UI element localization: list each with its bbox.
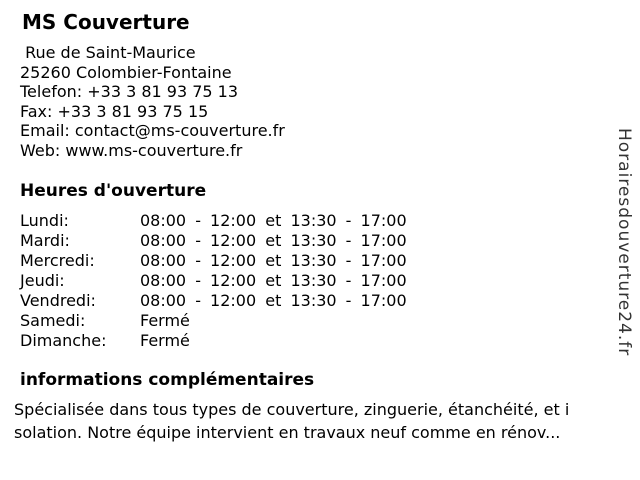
description-line: solation. Notre équipe intervient en travaux neuf comme en rénov... xyxy=(14,423,561,442)
day-label: Dimanche: xyxy=(20,331,107,350)
hours-value: Fermé xyxy=(140,331,190,350)
table-row xyxy=(20,251,407,271)
table-row xyxy=(20,231,407,251)
day-label: Mardi: xyxy=(20,231,70,250)
hours-value: 08:00 - 12:00 et 13:30 - 17:00 xyxy=(140,291,407,310)
opening-hours-heading: Heures d'ouverture xyxy=(20,181,207,201)
hours-value: 08:00 - 12:00 et 13:30 - 17:00 xyxy=(140,251,407,270)
table-row xyxy=(20,291,407,311)
website-link[interactable]: Web: www.ms-couverture.fr xyxy=(20,140,243,160)
address-street: Rue de Saint-Maurice xyxy=(20,43,196,62)
contact-info xyxy=(20,43,285,161)
site-watermark: Horairesdouverture24.fr xyxy=(614,128,634,357)
opening-hours-table xyxy=(20,211,407,351)
page-title: MS Couverture xyxy=(22,10,190,34)
table-row xyxy=(20,271,407,291)
table-row xyxy=(20,211,407,231)
phone-line: Telefon: +33 3 81 93 75 13 xyxy=(20,82,239,102)
hours-value: 08:00 - 12:00 et 13:30 - 17:00 xyxy=(140,271,407,290)
hours-value: 08:00 - 12:00 et 13:30 - 17:00 xyxy=(140,211,407,230)
hours-value: Fermé xyxy=(140,311,190,330)
business-description xyxy=(14,398,614,444)
day-label: Vendredi: xyxy=(20,291,96,310)
email-link[interactable]: Email: contact@ms-couverture.fr xyxy=(20,121,285,141)
additional-info-heading: informations complémentaires xyxy=(20,370,315,390)
fax-line: Fax: +33 3 81 93 75 15 xyxy=(20,101,209,121)
table-row xyxy=(20,331,407,351)
day-label: Jeudi: xyxy=(20,271,65,290)
hours-value: 08:00 - 12:00 et 13:30 - 17:00 xyxy=(140,231,407,250)
description-line: Spécialisée dans tous types de couverture, zinguerie, étanchéité, et i xyxy=(14,400,570,419)
day-label: Mercredi: xyxy=(20,251,95,270)
day-label: Lundi: xyxy=(20,211,69,230)
address-city: 25260 Colombier-Fontaine xyxy=(20,62,232,82)
table-row xyxy=(20,311,407,331)
day-label: Samedi: xyxy=(20,311,86,330)
